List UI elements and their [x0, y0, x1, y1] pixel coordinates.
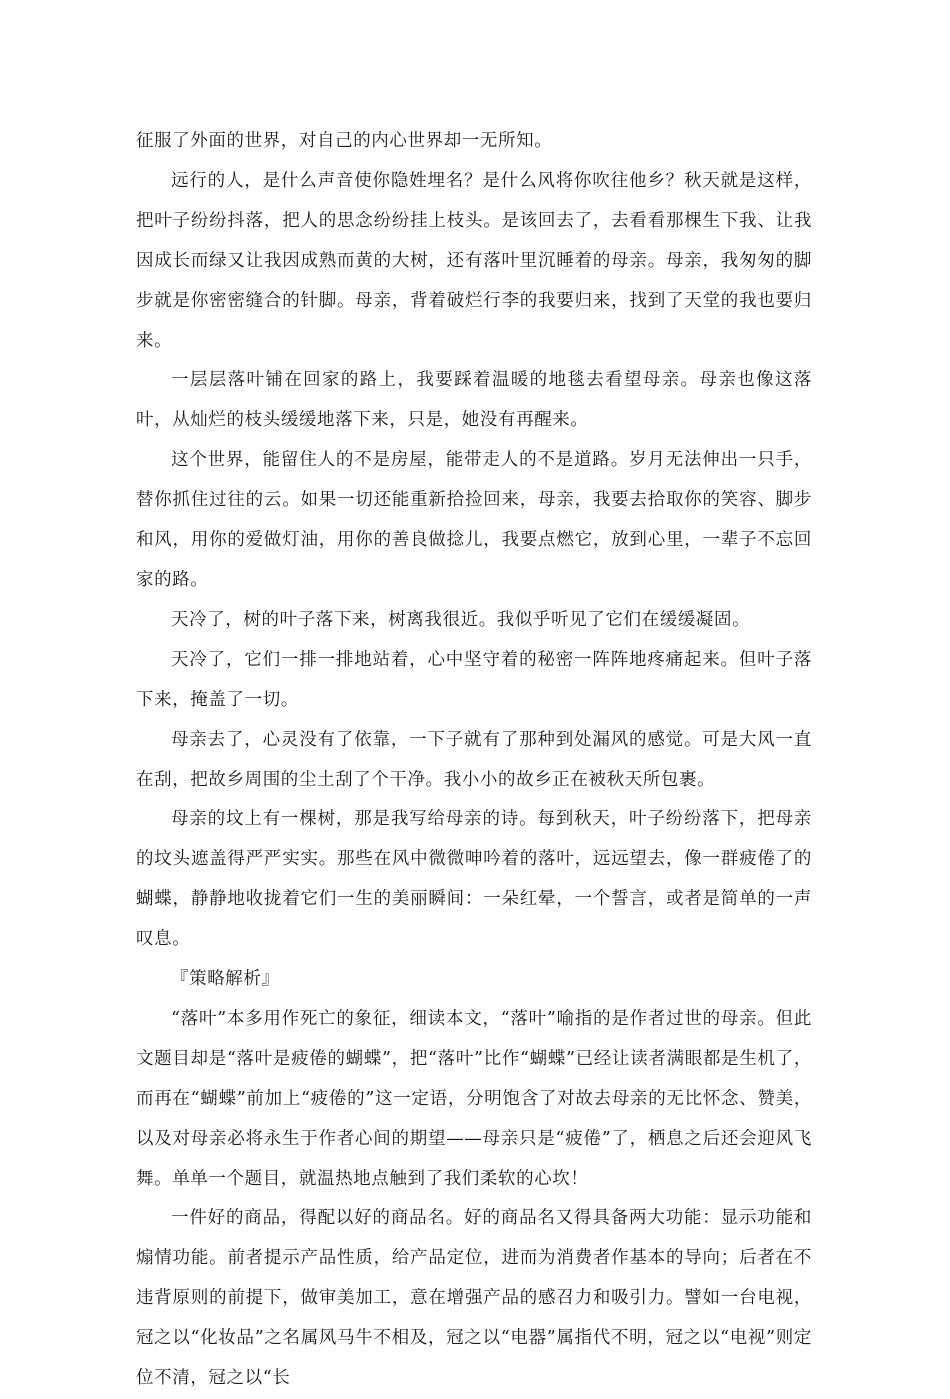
paragraph: 母亲的坟上有一棵树，那是我写给母亲的诗。每到秋天，叶子纷纷落下，把母亲的坟头遮盖得严严实实。那些在风中微微呻吟着的落叶，远远望去，像一群疲倦了的蝴蝶，静静地收拢着它们一生的美丽瞬间：一朵红晕，一个誓言，或者是简单的一声叹息。 [136, 809, 812, 950]
paragraph: 天冷了，它们一排一排地站着，心中坚守着的秘密一阵阵地疼痛起来。但叶子落下来，掩盖了一切。 [136, 649, 812, 710]
paragraph: 一层层落叶铺在回家的路上，我要踩着温暖的地毯去看望母亲。母亲也像这落叶，从灿烂的枝头缓缓地落下来，只是，她没有再醒来。 [136, 370, 812, 431]
paragraph: 这个世界，能留住人的不是房屋，能带走人的不是道路。岁月无法伸出一只手，替你抓住过往的云。如果一切还能重新拾捡回来，母亲，我要去拾取你的笑容、脚步和风，用你的爱做灯油，用你的善良做捻儿，我要点燃它，放到心里，一辈子不忘回家的路。 [136, 450, 812, 590]
article-body [136, 122, 812, 1399]
paragraph: 一件好的商品，得配以好的商品名。好的商品名又得具备两大功能：显示功能和煽情功能。前者提示产品性质，给产品定位，进而为消费者作基本的导向；后者在不违背原则的前提下，做审美加工，意在增强产品的感召力和吸引力。譬如一台电视，冠之以“化妆品”之名属风马牛不相及，冠之以“电器”属指代不明，冠之以“电视”则定位不清，冠之以“长 [136, 1208, 812, 1389]
paragraph: 母亲去了，心灵没有了依靠，一下子就有了那种到处漏风的感觉。可是大风一直在刮，把故乡周围的尘土刮了个干净。我小小的故乡正在被秋天所包裹。 [136, 729, 812, 790]
paragraph-continuation: 征服了外面的世界，对自己的内心世界却一无所知。 [136, 131, 553, 151]
paragraph: 远行的人，是什么声音使你隐姓埋名？是什么风将你吹往他乡？秋天就是这样，把叶子纷纷抖落，把人的思念纷纷挂上枝头。是该回去了，去看看那棵生下我、让我因成长而绿又让我因成熟而黄的大树，还有落叶里沉睡着的母亲。母亲，我匆匆的脚步就是你密密缝合的针脚。母亲，背着破烂行李的我要归来，找到了天堂的我也要归来。 [136, 170, 812, 351]
paragraph: 天冷了，树的叶子落下来，树离我很近。我似乎听见了它们在缓缓凝固。 [171, 609, 751, 630]
section-heading: 『策略解析』 [171, 969, 280, 990]
paragraph: “落叶”本多用作死亡的象征，细读本文，“落叶”喻指的是作者过世的母亲。但此文题目却是“落叶是疲倦的蝴蝶”，把“落叶”比作“蝴蝶”已经让读者满眼都是生机了，而再在“蝴蝶”前加上“疲倦的”这一定语，分明饱含了对故去母亲的无比怀念、赞美，以及对母亲必将永生于作者心间的期望——母亲只是“疲倦”了，栖息之后还会迎风飞舞。单单一个题目，就温热地点触到了我们柔软的心坎！ [136, 1008, 812, 1189]
